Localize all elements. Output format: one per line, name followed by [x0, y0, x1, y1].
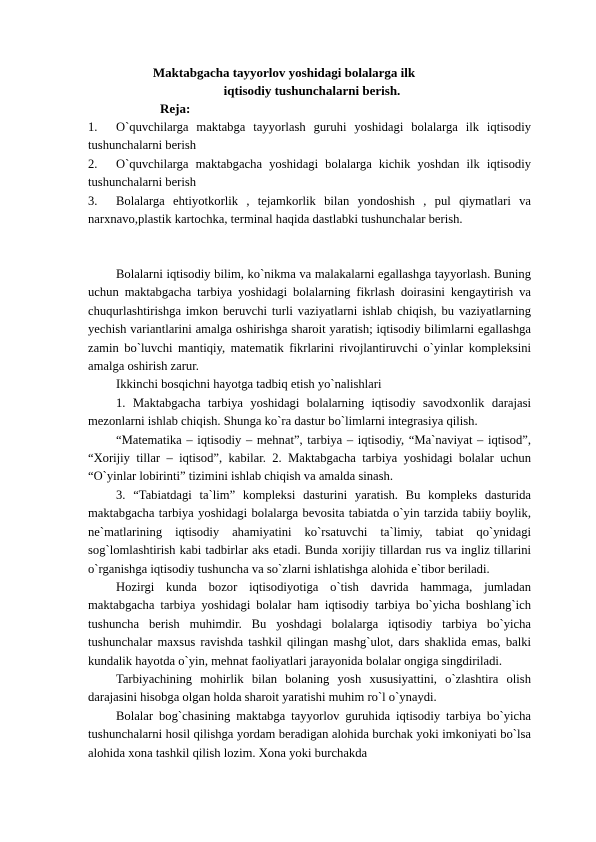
paragraph: Hozirgi kunda bozor iqtisodiyotiga o`tish davrida hammaga, jumladan maktabgacha tarbiya yoshidagi bolalar ham iqtisodiy tarbiya bo`yicha boshlang`ich tushuncha berish muhimdir. Bu yoshdagi bolalarga iqtisodiy tarbiya bo`yicha tushunchalar maxsus ravishda tashkil qilingan mashg`ulot, dars shaklida emas, balki kundalik hayotda o`yin, mehnat faoliyatlari jarayonida bolalar ongiga singdiriladi. [88, 579, 531, 668]
plan-item [88, 155, 531, 192]
body-text [88, 265, 531, 762]
plan-heading: Reja: [160, 101, 191, 116]
paragraph: Ikkinchi bosqichni hayotga tadbiq etish yo`nalishlari [116, 377, 382, 392]
plan-item-text: O`quvchilarga maktabga tayyorlash guruhi yoshidagi bolalarga ilk iqtisodiy tushunchalarni berish [88, 120, 531, 153]
plan-item [88, 192, 531, 229]
paragraph: “Matematika – iqtisodiy – mehnat”, tarbiya – iqtisodiy, “Ma`naviyat – iqtisod”, “Xorijiy tillar – iqtisod”, kabilar. 2. Maktabgacha tarbiya yoshidagi bolalar uchun “O`yinlar lobirinti” tizimini ishlab chiqish va amalda sinash. [88, 432, 531, 484]
plan-item [88, 118, 531, 155]
paragraph: 1. Maktabgacha tarbiya yoshidagi bolalarning iqtisodiy savodxonlik darajasi mezonlarni ishlab chiqish. Shunga ko`ra dastur bo`limlarni integrasiya qilish. [88, 395, 531, 429]
plan-item-number: 1. [88, 120, 98, 134]
paragraph: Bolalar bog`chasining maktabga tayyorlov guruhida iqtisodiy tarbiya bo`yicha tushunchalarni hosil qilishga yordam beradigan alohida burchak yoki imkoniyati bo`lsa alohida xona tashkil qilish lozim. Xona yoki burchakda [88, 708, 531, 760]
plan-list [88, 118, 531, 228]
document-title-line-2: iqtisodiy tushunchalarni berish. [223, 83, 401, 98]
paragraph: Bolalarni iqtisodiy bilim, ko`nikma va malakalarni egallashga tayyorlash. Buning uchun maktabgacha tarbiya yoshidagi bolalarning fikrlash doirasini kengaytirish va chuqurlashtirishga imkon beruvchi turli vaziyatlarni ishlab chiqish, bu vaziyatlarning yechish variantlarini amalga oshirishga sharoit yaratish; iqtisodiy bilimlarni egallashga zamin bo`luvchi mantiqiy, matematik fikrlarini rivojlantiruvchi o`yinlar kompleksini amalga oshirish zarur. [88, 267, 531, 374]
paragraph: 3. “Tabiatdagi ta`lim” kompleksi dasturini yaratish. Bu kompleks dasturida maktabgacha tarbiya yoshidagi bolalarga bevosita tabiatda o`yin tarzida tabiiy boylik, ne`matlarining iqtisodiy ahamiyatini ko`rsatuvchi ta`limiy, tabiat qo`ynidagi sog`lomlashtirish kabi tadbirlar aks etadi. Bunda xorijiy tillardan rus va ingliz tillarini o`rganishga iqtisodiy tushuncha va so`zlarni ishlatishga alohida e`tibor beriladi. [88, 487, 531, 576]
plan-item-text: O`quvchilarga maktabgacha yoshidagi bolalarga kichik yoshdan ilk iqtisodiy tushunchalarni berish [88, 156, 531, 190]
paragraph: Tarbiyachining mohirlik bilan bolaning yosh xususiyattini, o`zlashtira olish darajasini hisobga olgan holda sharoit yaratishi muhim ro`l o`ynaydi. [88, 671, 531, 705]
plan-item-text: Bolalarga ehtiyotkorlik , tejamkorlik bilan yondoshish , pul qiymatlari va narxnavo,plastik kartochka, terminal haqida dastlabki tushunchalar berish. [88, 193, 531, 227]
plan-item-number: 2. [88, 156, 98, 171]
document-title-line-1: Maktabgacha tayyorlov yoshidagi bolalarga ilk [152, 65, 416, 80]
plan-item-number: 3. [88, 193, 98, 208]
